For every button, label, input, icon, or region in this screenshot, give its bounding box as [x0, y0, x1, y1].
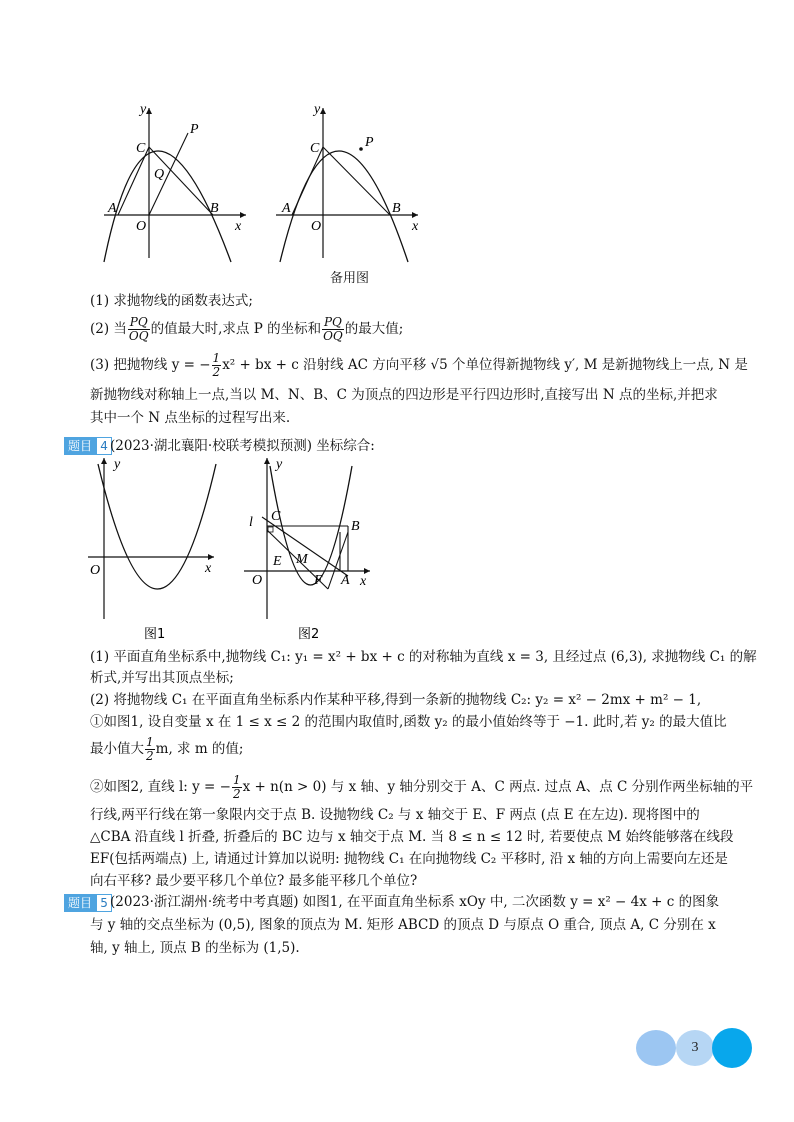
- label-O: O: [252, 573, 263, 588]
- label-A: A: [108, 201, 117, 216]
- q4-part2-line3-a: 最小值大: [90, 741, 144, 757]
- q4-part2-line3-b: m, 求 m 的值;: [155, 741, 244, 757]
- label-y: y: [140, 102, 147, 117]
- fraction-half: $\frac{1}{2}$: [232, 773, 241, 801]
- label-Q: Q: [154, 167, 165, 182]
- q4-part3-line1-b: x + n(n > 0) 与 x 轴、y 轴分别交于 A、C 两点. 过点 A、点 C 分别作两坐标轴的平: [242, 779, 754, 795]
- q4-part2-line3: [90, 736, 243, 763]
- label-O: O: [136, 219, 147, 234]
- label-x: x: [235, 219, 242, 234]
- q4-part3-line2: 行线,两平行线在第一象限内交于点 B. 设抛物线 C₂ 与 x 轴交于 E、F 两点 (点 E 在左边). 现将图中的: [90, 807, 700, 823]
- question-tag-label: 题目: [64, 437, 96, 455]
- q5-line1: (2023·浙江湖州·统考中考真题) 如图1, 在平面直角坐标系 xOy 中, 二次函数 y = x² − 4x + c 的图象: [110, 894, 720, 910]
- label-y: y: [276, 457, 283, 472]
- question-tag-label: 题目: [64, 894, 96, 912]
- label-C: C: [271, 509, 281, 524]
- question-tag-5: [64, 894, 112, 912]
- question-tag-4: [64, 437, 112, 455]
- figure-top-right: [268, 100, 438, 270]
- label-A: A: [341, 573, 350, 588]
- q4-part2-line2: ①如图1, 设自变量 x 在 1 ≤ x ≤ 2 的范围内取值时,函数 y₂ 的最小值始终等于 −1. 此时,若 y₂ 的最大值比: [90, 714, 727, 730]
- figure-top-left: [96, 100, 256, 270]
- q3-part2-pre: (2) 当: [90, 321, 127, 337]
- figure-caption: 图2: [298, 627, 320, 642]
- q4-part3-line5: 向右平移? 最少要平移几个单位? 最多能平移几个单位?: [90, 873, 418, 889]
- figure-4-1: [84, 454, 224, 644]
- q3-part3-line1: [90, 352, 748, 379]
- label-C: C: [310, 141, 320, 156]
- label-x: x: [360, 574, 367, 589]
- figure-caption: 备用图: [330, 271, 370, 286]
- label-O: O: [90, 563, 101, 578]
- q5-line3: 轴, y 轴上, 顶点 B 的坐标为 (1,5).: [90, 940, 300, 956]
- q3-part2-mid: 的值最大时,求点 P 的坐标和: [150, 321, 322, 337]
- label-x: x: [412, 219, 419, 234]
- label-y: y: [314, 102, 321, 117]
- q3-part3-b: x² + bx + c 沿射线 AC 方向平移 √5 个单位得新抛物线 y′, M 是新抛物线上一点, N 是: [222, 357, 748, 373]
- figure-4-2: [240, 454, 380, 644]
- label-l: l: [249, 515, 253, 530]
- point-P: [359, 147, 363, 151]
- label-B: B: [392, 201, 401, 216]
- q4-part1-line1: (1) 平面直角坐标系中,抛物线 C₁: y₁ = x² + bx + c 的对称轴为直线 x = 3, 且经过点 (6,3), 求抛物线 C₁ 的解: [90, 649, 757, 665]
- label-F: F: [314, 573, 323, 588]
- decor-circle-left: [636, 1030, 676, 1066]
- figure-caption: 图1: [144, 627, 166, 642]
- q3-part1: (1) 求抛物线的函数表达式;: [90, 293, 253, 309]
- label-P: P: [190, 122, 199, 137]
- page-number: 3: [691, 1040, 699, 1055]
- fraction-half: $\frac{1}{2}$: [146, 735, 154, 763]
- fraction-half: $\frac{1}{2}$: [212, 351, 221, 379]
- q4-part1-line2: 析式,并写出其顶点坐标;: [90, 670, 234, 686]
- q4-part2-line1: (2) 将抛物线 C₁ 在平面直角坐标系内作某种平移,得到一条新的抛物线 C₂: y₂ = x² − 2mx + m² − 1,: [90, 692, 702, 708]
- q4-part3-line1-a: ②如图2, 直线 l: y = −: [90, 779, 231, 795]
- q4-part3-line1: [90, 774, 753, 801]
- page-number-badge: [636, 1028, 752, 1068]
- q4-header: (2023·湖北襄阳·校联考模拟预测) 坐标综合:: [110, 438, 375, 454]
- question-tag-number: 4: [96, 437, 112, 455]
- label-P: P: [365, 135, 374, 150]
- decor-circle-right: [712, 1028, 752, 1068]
- q5-line2: 与 y 轴的交点坐标为 (0,5), 图象的顶点为 M. 矩形 ABCD 的顶点 D 与原点 O 重合, 顶点 A, C 分别在 x: [90, 917, 716, 933]
- q4-part3-line4: EF(包括两端点) 上, 请通过计算加以说明: 抛物线 C₁ 在向抛物线 C₂ 平移时, 沿 x 轴的方向上需要向左还是: [90, 851, 728, 867]
- q3-part2-end: 的最大值;: [344, 321, 404, 337]
- label-B: B: [351, 519, 360, 534]
- q3-part3-line2: 新抛物线对称轴上一点,当以 M、N、B、C 为顶点的四边形是平行四边形时,直接写出 N 点的坐标,并把求: [90, 387, 718, 403]
- q3-part2: [90, 316, 403, 343]
- q3-part3-a: (3) 把抛物线 y = −: [90, 357, 211, 373]
- label-M: M: [296, 552, 308, 567]
- fraction-pq-oq-2: $\frac{PQ}{OQ}$: [323, 315, 343, 343]
- label-O: O: [311, 219, 322, 234]
- q4-part3-line3: △CBA 沿直线 l 折叠, 折叠后的 BC 边与 x 轴交于点 M. 当 8 ≤ n ≤ 12 时, 若要使点 M 始终能够落在线段: [90, 829, 734, 845]
- label-E: E: [273, 554, 282, 569]
- label-x: x: [205, 561, 212, 576]
- label-C: C: [136, 141, 146, 156]
- q3-part3-line3: 其中一个 N 点坐标的过程写出来.: [90, 410, 291, 426]
- label-y: y: [114, 457, 121, 472]
- label-A: A: [282, 201, 291, 216]
- label-B: B: [210, 201, 219, 216]
- fraction-pq-oq: $\frac{PQ}{OQ}$: [128, 315, 149, 343]
- question-tag-number: 5: [96, 894, 112, 912]
